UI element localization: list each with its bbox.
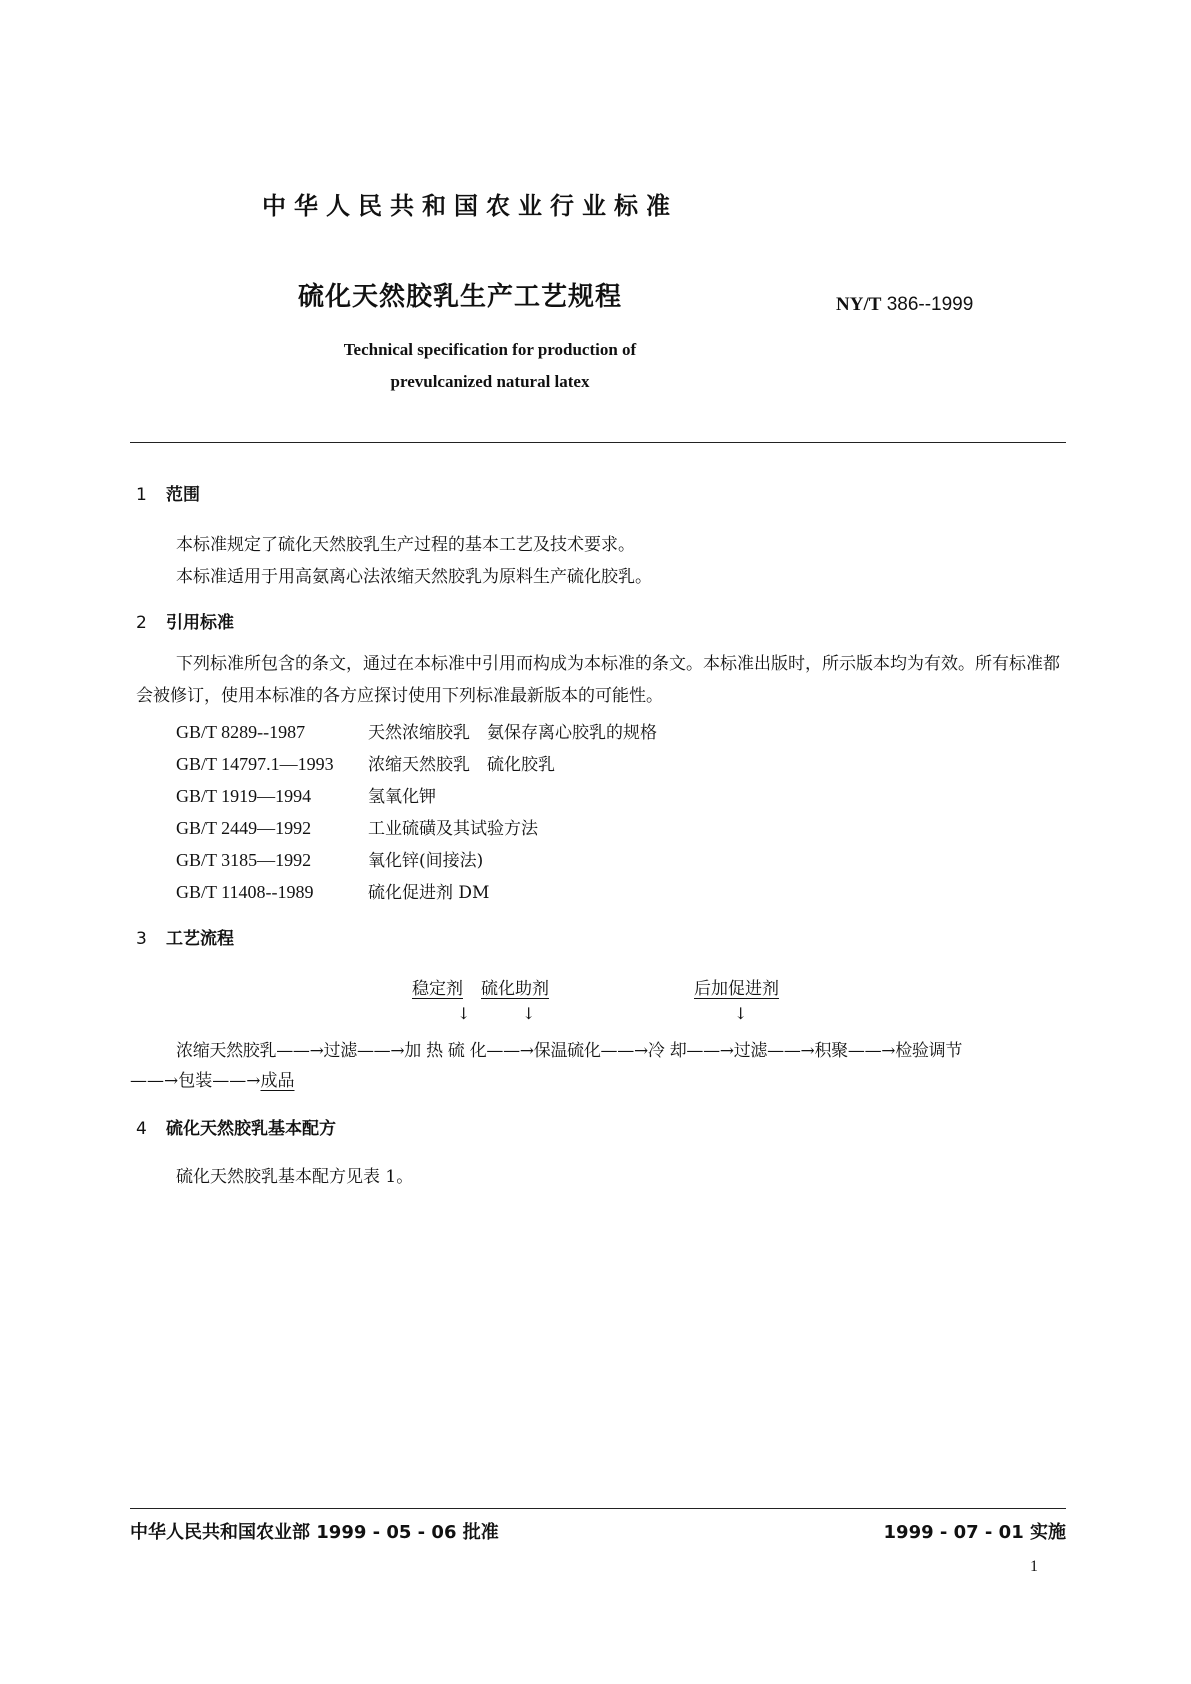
reference-code: GB/T 11408--1989	[176, 882, 314, 902]
section-4-number: 4	[136, 1119, 147, 1139]
reference-code: GB/T 2449—1992	[176, 818, 312, 838]
section-1-paragraph-1: 本标准规定了硫化天然胶乳生产过程的基本工艺及技术要求。	[176, 535, 635, 555]
section-4-title: 硫化天然胶乳基本配方	[166, 1119, 336, 1139]
reference-item	[176, 750, 555, 775]
standard-code-prefix: NY/T	[836, 294, 882, 315]
issuer-title: 中华人民共和国农业行业标准	[262, 192, 678, 220]
reference-title: 氢氧化钾	[368, 787, 436, 807]
reference-code: GB/T 1919—1994	[176, 786, 312, 806]
down-arrow-icon: ↓	[457, 1004, 471, 1023]
section-3-number: 3	[136, 929, 147, 949]
down-arrow-icon: ↓	[734, 1004, 748, 1023]
section-2-title: 引用标准	[166, 613, 234, 633]
section-1-title: 范围	[166, 485, 200, 505]
standard-code-number: 386--1999	[886, 294, 974, 315]
approval-date: 中华人民共和国农业部 1999 - 05 - 06 批准	[130, 1522, 499, 1543]
reference-item	[176, 846, 483, 871]
standard-title-cn: 硫化天然胶乳生产工艺规程	[298, 282, 623, 312]
flow-additive-vulcanizing-aid: 硫化助剂	[481, 979, 549, 999]
flow-additive-stabilizer: 稳定剂	[412, 979, 463, 999]
reference-title: 氧化锌(间接法)	[368, 851, 484, 871]
reference-item	[176, 878, 489, 903]
flow-line-2	[130, 1066, 295, 1091]
reference-item	[176, 718, 657, 743]
section-2-number: 2	[136, 613, 147, 633]
reference-item	[176, 814, 538, 839]
reference-code: GB/T 14797.1—1993	[176, 754, 334, 774]
footer-divider	[130, 1508, 1066, 1509]
flow-additive-post-accelerator: 后加促进剂	[694, 979, 779, 999]
reference-title: 工业硫磺及其试验方法	[368, 819, 538, 839]
standard-code	[836, 294, 973, 316]
reference-code: GB/T 8289--1987	[176, 722, 306, 742]
section-4-text: 硫化天然胶乳基本配方见表 1。	[176, 1167, 414, 1187]
header-divider	[130, 442, 1066, 443]
section-2-heading	[136, 608, 234, 633]
standard-title-en	[302, 334, 678, 398]
reference-code: GB/T 3185—1992	[176, 850, 312, 870]
flow-line-1: 浓缩天然胶乳——→过滤——→加 热 硫 化——→保温硫化——→冷 却——→过滤——→积聚——→检验调节	[176, 1041, 963, 1061]
flow-line-2-prefix: ——→包装——→	[130, 1071, 261, 1091]
page-number: 1	[1030, 1558, 1038, 1575]
section-2-intro: 下列标准所包含的条文，通过在本标准中引用而构成为本标准的条文。本标准出版时，所示版本均为有效。所有标准都会被修订，使用本标准的各方应探讨使用下列标准最新版本的可能性。	[136, 654, 1060, 706]
reference-title: 浓缩天然胶乳 硫化胶乳	[368, 755, 555, 775]
title-en-line-2: prevulcanized natural latex	[390, 372, 590, 391]
reference-title: 硫化促进剂 DM	[368, 883, 490, 903]
section-3-heading	[136, 924, 234, 949]
flow-final-product: 成品	[260, 1071, 295, 1091]
section-1-heading	[136, 480, 200, 505]
title-en-line-1: Technical specification for production of	[343, 340, 637, 359]
reference-title: 天然浓缩胶乳 氨保存离心胶乳的规格	[368, 723, 657, 743]
section-1-paragraph-2: 本标准适用于用高氨离心法浓缩天然胶乳为原料生产硫化胶乳。	[176, 567, 652, 587]
section-4-heading	[136, 1114, 336, 1139]
reference-item	[176, 782, 436, 807]
down-arrow-icon: ↓	[522, 1004, 536, 1023]
section-3-title: 工艺流程	[166, 929, 234, 949]
section-1-number: 1	[136, 485, 147, 505]
effective-date: 1999 - 07 - 01 实施	[883, 1522, 1066, 1543]
